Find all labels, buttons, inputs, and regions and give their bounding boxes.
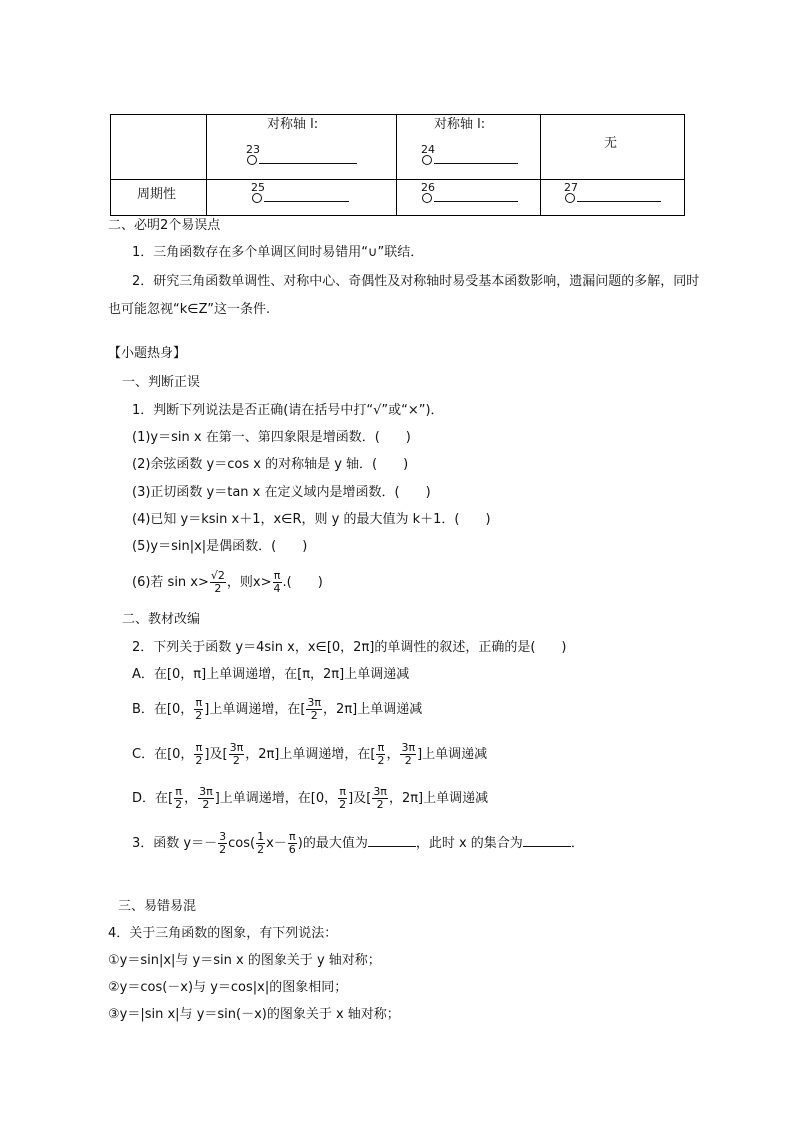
question-text: 3．函数 y＝－	[132, 836, 218, 851]
fraction	[306, 697, 322, 722]
fraction	[194, 742, 203, 767]
table-divider	[111, 179, 684, 180]
numerator: π	[195, 696, 203, 709]
option-d	[132, 784, 488, 814]
fraction	[218, 831, 227, 856]
option-text: ]上单调递减	[417, 747, 488, 762]
table-divider	[396, 115, 397, 215]
none-text: 无	[604, 136, 618, 151]
numerator: π	[339, 785, 346, 798]
fraction	[256, 831, 265, 856]
option-b	[132, 695, 422, 725]
numerator: π	[273, 569, 281, 582]
numerator: 3π	[401, 741, 416, 754]
option-text: ]上单调递增，在[0，	[214, 791, 338, 806]
option-text: B．在[0，	[132, 702, 194, 717]
denominator: 2	[377, 754, 385, 767]
option-a: A．在[0，π]上单调递增，在[π，2π]上单调递减	[132, 667, 410, 682]
claim: ①y＝sin|x|与 y＝sin x 的图象关于 y 轴对称；	[108, 953, 381, 968]
numerator: 1	[257, 830, 265, 843]
answer-blank[interactable]	[264, 201, 349, 202]
section-heading: 一、判断正误	[122, 375, 201, 390]
circle-marker-icon	[247, 155, 257, 165]
denominator: 2	[214, 582, 222, 595]
circle-marker-icon	[422, 193, 432, 203]
question-text: x－	[266, 836, 287, 851]
denominator: 2	[219, 843, 227, 856]
denominator: 6	[288, 843, 296, 856]
blank-number: 27	[564, 181, 578, 194]
fraction	[194, 697, 203, 722]
statement-text: ，则x>	[226, 575, 272, 590]
statement-text: .( )	[282, 575, 323, 590]
denominator: 2	[376, 798, 384, 811]
denominator: 4	[273, 582, 281, 595]
answer-blank[interactable]	[523, 834, 571, 847]
numerator: π	[195, 741, 203, 754]
fraction	[338, 786, 347, 811]
option-c	[132, 740, 487, 770]
answer-blank[interactable]	[259, 163, 357, 164]
denominator: 2	[195, 754, 203, 767]
answer-blank[interactable]	[368, 834, 416, 847]
paragraph: 也可能忽视“k∈Z”这一条件.	[108, 302, 271, 317]
numerator: √2	[210, 569, 225, 582]
fraction	[400, 742, 416, 767]
option-text: ，2π]上单调递减	[323, 702, 423, 717]
option-text: ]上单调递增，在[	[204, 702, 306, 717]
numerator: 3π	[229, 741, 244, 754]
option-text: ，2π]上单调递减	[388, 791, 489, 806]
fraction	[174, 786, 183, 811]
numerator: π	[175, 785, 182, 798]
fraction	[210, 570, 226, 595]
question-text: 4．关于三角函数的图象，有下列说法：	[108, 926, 338, 941]
period-label: 周期性	[137, 187, 177, 202]
statement: (4)已知 y＝ksin x＋1，x∈R，则 y 的最大值为 k＋1．( )	[132, 512, 491, 527]
blank-number: 23	[246, 143, 260, 156]
fraction	[229, 742, 245, 767]
answer-blank[interactable]	[434, 201, 518, 202]
option-text: ，	[184, 791, 198, 806]
numerator: 3	[219, 830, 227, 843]
claim: ②y＝cos(－x)与 y＝cos|x|的图象相同；	[108, 980, 348, 995]
paragraph: 2．研究三角函数单调性、对称中心、奇偶性及对称轴时易受基本函数影响，遗漏问题的多解，同时	[132, 274, 700, 289]
option-text: ]及[	[204, 747, 228, 762]
axis-label: 对称轴 l:	[434, 117, 486, 132]
answer-blank[interactable]	[434, 163, 518, 164]
circle-marker-icon	[422, 155, 432, 165]
section-heading: 二、教材改编	[122, 612, 201, 627]
numerator: 3π	[373, 785, 387, 798]
paragraph: 1．三角函数存在多个单调区间时易错用“∪”联结．	[132, 245, 424, 260]
blank-number: 24	[421, 143, 435, 156]
question-text: 1．判断下列说法是否正确(请在括号中打“√”或“×”)．	[132, 403, 444, 418]
denominator: 2	[232, 754, 240, 767]
claim: ③y＝|sin x|与 y＝sin(－x)的图象关于 x 轴对称；	[108, 1007, 400, 1022]
option-text: ，	[386, 747, 400, 762]
statement: (3)正切函数 y＝tan x 在定义域内是增函数．( )	[132, 485, 431, 500]
statement: (2)余弦函数 y＝cos x 的对称轴是 y 轴．( )	[132, 457, 409, 472]
statement: (1)y＝sin x 在第一、第四象限是增函数．( )	[132, 430, 411, 445]
section-heading: 二、必明2个易误点	[108, 218, 221, 233]
axis-label: 对称轴 l:	[267, 117, 319, 132]
numerator: π	[377, 741, 385, 754]
section-heading: 三、易错易混	[118, 899, 197, 914]
table-divider	[540, 115, 541, 215]
numerator: 3π	[199, 785, 213, 798]
fraction	[198, 786, 214, 811]
option-text: D．在[	[132, 791, 174, 806]
property-table	[110, 114, 685, 216]
denominator: 2	[404, 754, 412, 767]
numerator: 3π	[307, 696, 322, 709]
circle-marker-icon	[252, 193, 262, 203]
fraction	[372, 786, 388, 811]
question-text: ．	[570, 836, 584, 851]
answer-blank[interactable]	[577, 201, 661, 202]
fraction	[273, 570, 282, 595]
numerator: π	[288, 830, 296, 843]
question-3	[132, 829, 584, 859]
fraction	[288, 831, 297, 856]
circle-marker-icon	[565, 193, 575, 203]
question-text: cos(	[228, 836, 256, 851]
question-text: 2．下列关于函数 y＝4sin x，x∈[0，2π]的单调性的叙述，正确的是( )	[132, 640, 567, 655]
table-divider	[206, 115, 207, 215]
blank-number: 26	[421, 181, 435, 194]
statement: (5)y＝sin|x|是偶函数．( )	[132, 539, 308, 554]
question-text: ，此时 x 的集合为	[415, 836, 523, 851]
question-text: )的最大值为	[297, 836, 368, 851]
denominator: 2	[339, 798, 347, 811]
statement	[132, 569, 323, 597]
fraction	[376, 742, 385, 767]
denominator: 2	[310, 709, 318, 722]
denominator: 2	[175, 798, 183, 811]
denominator: 2	[195, 709, 203, 722]
option-text: C．在[0，	[132, 747, 194, 762]
denominator: 2	[202, 798, 210, 811]
blank-number: 25	[251, 181, 265, 194]
page-title: 【小题热身】	[108, 346, 187, 361]
denominator: 2	[257, 843, 265, 856]
statement-text: (6)若 sin x>	[132, 575, 209, 590]
option-text: ]及[	[348, 791, 372, 806]
option-text: ，2π]上单调递增，在[	[245, 747, 376, 762]
